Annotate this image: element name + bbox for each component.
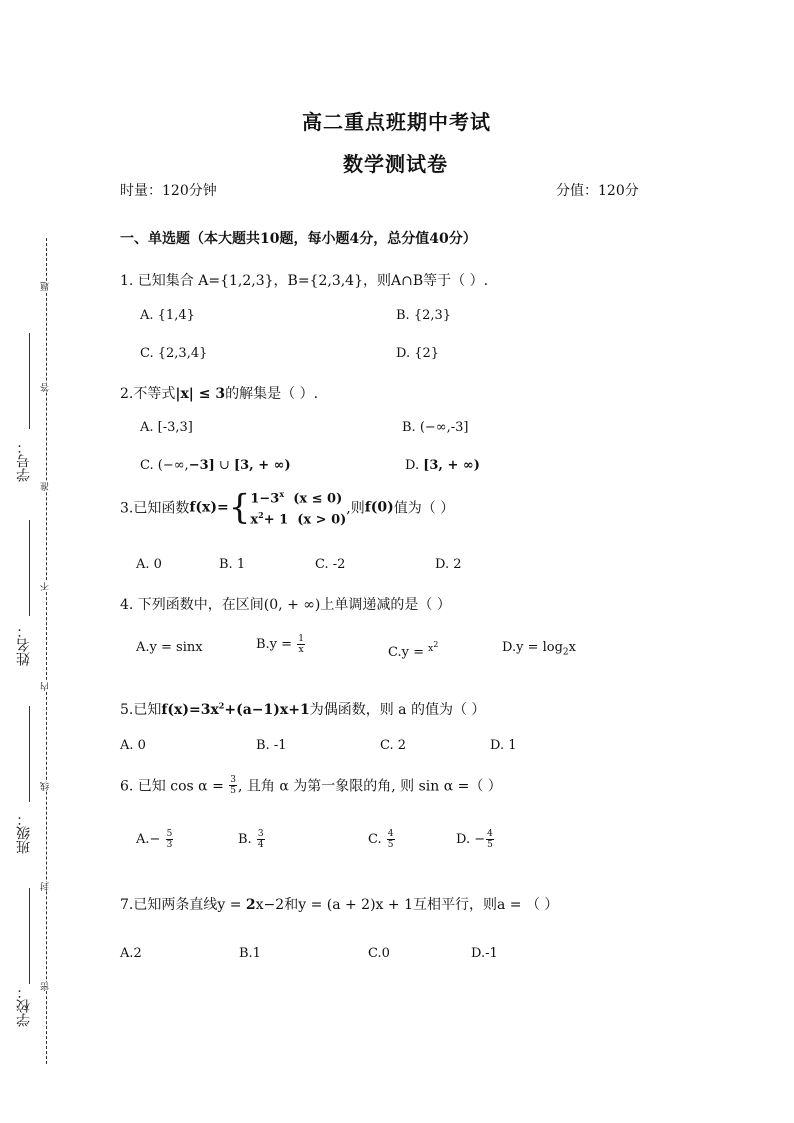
q7-stem-mid: 和	[284, 897, 299, 913]
school-fill-line	[29, 888, 30, 984]
q6-cos-den: 5	[230, 786, 236, 796]
q6-option-b-pre: B.	[238, 832, 252, 847]
student-no-fill-line	[29, 333, 30, 429]
seal-char: 密	[41, 982, 51, 991]
q4-option-b-den: x	[298, 645, 304, 655]
q4-option-b-fraction	[297, 634, 305, 655]
q5-option-c: C. 2	[380, 738, 407, 753]
name-label: 姓名：	[16, 624, 32, 666]
q2-option-d-pre: D.	[405, 458, 424, 473]
seal-dashed-line	[46, 238, 47, 1064]
q6-option-a-num: 5	[166, 829, 173, 839]
q4-stem: 4. 下列函数中，在区间(0, + ∞)上单调递减的是（ ）	[120, 597, 451, 613]
q3-case1-exp: x	[279, 489, 285, 499]
q3-option-a: A. 0	[136, 557, 162, 572]
school-label: 学校：	[16, 985, 32, 1027]
exam-time: 时量：120分钟	[120, 183, 217, 199]
q6-option-a-den: 3	[166, 840, 173, 850]
q6-option-c-num: 4	[387, 829, 394, 839]
q6-option-a-pre: A.−	[136, 832, 161, 847]
q1-stem: 1. 已知集合 A={1,2,3}，B={2,3,4}，则A∩B等于（ ）.	[120, 273, 489, 289]
q3-option-d: D. 2	[435, 557, 462, 572]
seal-char: 题	[41, 282, 51, 291]
q6-option-d	[456, 829, 495, 850]
q6-option-b	[238, 829, 266, 850]
q6-stem	[120, 775, 502, 796]
q6-stem-pre: 6. 已知 cos α =	[120, 778, 224, 795]
q2-option-c-bound1: −3]	[188, 458, 215, 473]
q6-option-a-fraction	[166, 829, 174, 850]
student-no-label: 学号：	[16, 440, 32, 482]
q6-option-b-den: 4	[257, 840, 264, 850]
q3-f0: f(0)	[364, 499, 394, 516]
q4-option-d-base: 2	[562, 647, 569, 658]
q4-option-c-pre: C.y =	[388, 645, 424, 660]
q7-option-c: C.0	[368, 946, 390, 961]
q3-case2	[250, 507, 346, 528]
q3-stem-post: 值为（ ）	[393, 500, 455, 517]
q6-option-d-fraction	[486, 829, 494, 850]
q2-stem	[120, 383, 318, 403]
seal-char: 内	[41, 682, 51, 691]
seal-char: 线	[41, 782, 51, 791]
q5-stem-post: 为偶函数，则 a 的值为（ ）	[309, 702, 486, 718]
q3-piecewise	[250, 486, 346, 529]
q3-case1-cond: (x ≤ 0)	[293, 491, 343, 507]
q6-option-d-pre: D. −	[456, 832, 486, 847]
seal-char: 答	[41, 383, 51, 392]
q5-option-b: B. -1	[256, 738, 287, 753]
seal-char: 封	[41, 882, 51, 891]
q7-line1-a: y =	[217, 897, 246, 913]
q6-option-b-fraction	[257, 829, 265, 850]
q2-option-d	[405, 458, 480, 473]
q7-option-a: A.2	[120, 946, 142, 961]
q6-option-c	[368, 829, 396, 850]
q3-case1-expr: 1−3	[250, 491, 280, 507]
q3-stem-mid: ,则	[346, 500, 365, 517]
q2-option-b: B. (−∞,-3]	[402, 420, 469, 435]
q3-case2-expr: x	[250, 512, 259, 528]
q6-option-c-pre: C.	[368, 832, 382, 847]
q7-option-b: B.1	[239, 946, 261, 961]
q6-option-d-num: 4	[487, 829, 493, 839]
seal-char: 不	[41, 582, 51, 591]
q1-option-c: C. {2,3,4}	[140, 346, 208, 361]
q6-option-b-num: 3	[257, 829, 264, 839]
q2-inequality: |x| ≤ 3	[175, 386, 226, 402]
section-heading: 一、单选题（本大题共10题，每小题4分，总分值40分）	[120, 231, 477, 247]
q4-option-c	[388, 640, 438, 660]
q3-case1	[250, 486, 346, 507]
q3-option-b: B. 1	[219, 557, 246, 572]
q5-expr	[161, 702, 309, 718]
q4-option-d-post: x	[568, 640, 576, 655]
q4-option-c-exp: 2	[433, 640, 439, 649]
q6-option-a	[136, 829, 174, 850]
q1-option-a: A. {1,4}	[140, 308, 195, 323]
exam-subtitle: 数学测试卷	[343, 152, 448, 176]
q4-option-d-pre: D.y = log	[502, 640, 563, 655]
q2-stem-post: 的解集是（ ）.	[225, 386, 319, 402]
q4-option-a: A.y = sinx	[136, 640, 203, 655]
q3-fx: f(x)=	[189, 499, 229, 516]
q2-option-c-bound2: [3, + ∞)	[233, 458, 291, 473]
q2-option-c-union: ∪	[214, 458, 234, 473]
q6-stem-mid: , 且角 α 为第一象限的角, 则 sin α =（ ）	[237, 778, 502, 795]
q7-stem-post: 互相平行，则a = （ ）	[413, 897, 559, 913]
q3-case2-cond: (x > 0)	[297, 512, 347, 528]
exam-title: 高二重点班期中考试	[302, 110, 491, 134]
q6-option-d-den: 5	[487, 840, 493, 850]
q5-option-d: D. 1	[490, 738, 517, 753]
q4-option-b	[256, 634, 306, 655]
class-fill-line	[29, 706, 30, 802]
q6-option-c-den: 5	[387, 840, 394, 850]
q2-stem-pre: 2.不等式	[120, 386, 176, 402]
q4-option-b-num: 1	[298, 634, 304, 644]
q4-option-c-base: x	[428, 644, 434, 654]
class-label: 班级：	[16, 812, 32, 854]
q5-stem	[120, 699, 485, 719]
q4-option-d	[502, 640, 576, 658]
q5-expr-b: +(a−1)x+1	[224, 702, 310, 718]
q1-option-b: B. {2,3}	[396, 308, 452, 323]
q7-stem-pre: 7.已知两条直线	[120, 897, 218, 913]
q3-option-c: C. -2	[315, 557, 346, 572]
q6-option-c-fraction	[387, 829, 395, 850]
q3-case2-rest: + 1	[263, 512, 289, 528]
q7-line2: y = (a + 2)x + 1	[298, 897, 413, 913]
q7-line1-c: x−2	[255, 897, 285, 913]
q2-option-a: A. [-3,3]	[140, 420, 193, 435]
seal-char: 准	[41, 482, 51, 491]
q3-stem	[120, 486, 454, 529]
q3-stem-pre: 3.已知函数	[120, 500, 190, 517]
q3-case2-exp: 2	[258, 510, 264, 521]
q6-cos-fraction	[229, 775, 237, 796]
q1-option-d: D. {2}	[396, 346, 440, 361]
q5-stem-pre: 5.已知	[120, 702, 162, 718]
q6-cos-num: 3	[230, 775, 236, 785]
q7-line1	[217, 897, 284, 913]
q5-expr-a: f(x)=3x	[161, 702, 219, 718]
q5-option-a: A. 0	[120, 738, 146, 753]
exam-score: 分值：120分	[556, 183, 639, 199]
q4-option-b-pre: B.y =	[256, 637, 293, 652]
q7-line1-b: 2	[245, 897, 256, 913]
q2-option-d-interval: [3, + ∞)	[423, 458, 480, 473]
q7-option-d: D.-1	[471, 946, 498, 961]
q2-option-c	[140, 458, 291, 473]
q7-stem	[120, 894, 558, 914]
q5-expr-exp: 2	[218, 700, 225, 711]
q3-brace: {	[228, 487, 251, 528]
q2-option-c-pre: C. (−∞,	[140, 458, 189, 473]
name-fill-line	[29, 520, 30, 616]
